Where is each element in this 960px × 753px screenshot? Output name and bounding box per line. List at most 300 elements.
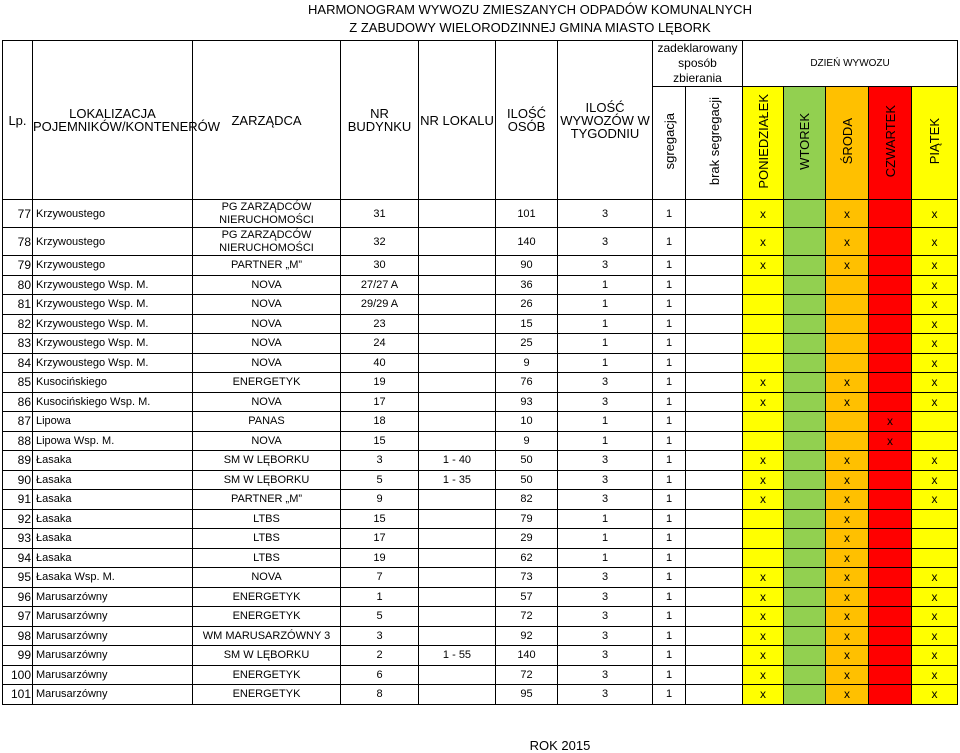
row-zarzadca: NOVA <box>193 275 341 295</box>
row-nr-budynku: 6 <box>341 665 419 685</box>
row-day-wtorek <box>784 275 826 295</box>
row-zarzadca: NOVA <box>193 568 341 588</box>
row-day-czwartek <box>869 392 912 412</box>
row-lokalizacja: Krzywoustego <box>33 256 193 276</box>
row-day-sroda: x <box>826 685 869 705</box>
row-nr-budynku: 24 <box>341 334 419 354</box>
row-ilosc-wywozow: 1 <box>558 548 653 568</box>
row-brak-segregacji <box>686 334 743 354</box>
row-day-sroda: x <box>826 568 869 588</box>
row-segregacja: 1 <box>653 529 686 549</box>
row-brak-segregacji <box>686 431 743 451</box>
schedule-table <box>2 40 958 705</box>
row-day-czwartek <box>869 256 912 276</box>
row-zarzadca: SM W LĘBORKU <box>193 451 341 471</box>
row-segregacja: 1 <box>653 334 686 354</box>
table-row <box>3 685 958 705</box>
row-ilosc-wywozow: 1 <box>558 275 653 295</box>
row-lokalizacja: Krzywoustego <box>33 228 193 256</box>
row-lp: 100 <box>3 665 33 685</box>
row-lokalizacja: Marusarzówny <box>33 665 193 685</box>
row-nr-lokalu: 1 - 35 <box>419 470 496 490</box>
table-row <box>3 431 958 451</box>
row-day-czwartek <box>869 685 912 705</box>
row-segregacja: 1 <box>653 568 686 588</box>
row-ilosc-wywozow: 3 <box>558 685 653 705</box>
row-day-wtorek <box>784 200 826 228</box>
row-day-poniedzialek: x <box>743 587 784 607</box>
row-zarzadca: ENERGETYK <box>193 373 341 393</box>
row-ilosc-osob: 92 <box>496 626 558 646</box>
row-nr-lokalu <box>419 626 496 646</box>
row-ilosc-wywozow: 3 <box>558 568 653 588</box>
row-lp: 83 <box>3 334 33 354</box>
row-zarzadca: NOVA <box>193 392 341 412</box>
row-segregacja: 1 <box>653 548 686 568</box>
row-lp: 81 <box>3 295 33 315</box>
row-nr-lokalu <box>419 275 496 295</box>
row-nr-budynku: 23 <box>341 314 419 334</box>
row-segregacja: 1 <box>653 314 686 334</box>
row-brak-segregacji <box>686 587 743 607</box>
row-ilosc-osob: 82 <box>496 490 558 510</box>
row-day-piatek: x <box>912 373 958 393</box>
row-day-piatek: x <box>912 392 958 412</box>
row-ilosc-wywozow: 3 <box>558 626 653 646</box>
row-lokalizacja: Łasaka <box>33 509 193 529</box>
row-lp: 87 <box>3 412 33 432</box>
row-nr-budynku: 3 <box>341 626 419 646</box>
row-day-sroda <box>826 334 869 354</box>
row-day-poniedzialek: x <box>743 607 784 627</box>
row-day-sroda: x <box>826 200 869 228</box>
header-wtorek: WTOREK <box>784 87 826 200</box>
row-nr-budynku: 29/29 A <box>341 295 419 315</box>
header-zarzadca: ZARZĄDCA <box>193 41 341 200</box>
row-nr-budynku: 5 <box>341 470 419 490</box>
row-day-piatek <box>912 431 958 451</box>
row-zarzadca: ENERGETYK <box>193 685 341 705</box>
row-day-czwartek: x <box>869 431 912 451</box>
row-nr-budynku: 1 <box>341 587 419 607</box>
row-segregacja: 1 <box>653 256 686 276</box>
row-ilosc-osob: 90 <box>496 256 558 276</box>
row-day-sroda: x <box>826 665 869 685</box>
row-nr-budynku: 2 <box>341 646 419 666</box>
row-brak-segregacji <box>686 392 743 412</box>
row-lp: 85 <box>3 373 33 393</box>
row-day-piatek: x <box>912 275 958 295</box>
table-row <box>3 451 958 471</box>
row-nr-lokalu <box>419 412 496 432</box>
row-day-czwartek <box>869 548 912 568</box>
row-segregacja: 1 <box>653 646 686 666</box>
row-ilosc-osob: 72 <box>496 665 558 685</box>
row-nr-lokalu <box>419 529 496 549</box>
row-lokalizacja: Marusarzówny <box>33 685 193 705</box>
row-day-wtorek <box>784 314 826 334</box>
row-day-wtorek <box>784 412 826 432</box>
row-day-sroda: x <box>826 373 869 393</box>
row-nr-lokalu <box>419 568 496 588</box>
row-segregacja: 1 <box>653 490 686 510</box>
row-nr-budynku: 40 <box>341 353 419 373</box>
row-segregacja: 1 <box>653 200 686 228</box>
row-brak-segregacji <box>686 353 743 373</box>
row-zarzadca: PARTNER „M” <box>193 490 341 510</box>
row-lokalizacja: Krzywoustego Wsp. M. <box>33 353 193 373</box>
table-row <box>3 412 958 432</box>
row-day-wtorek <box>784 334 826 354</box>
row-day-sroda: x <box>826 392 869 412</box>
row-ilosc-wywozow: 1 <box>558 353 653 373</box>
table-row <box>3 665 958 685</box>
row-brak-segregacji <box>686 275 743 295</box>
row-day-poniedzialek: x <box>743 665 784 685</box>
row-segregacja: 1 <box>653 295 686 315</box>
row-day-piatek <box>912 509 958 529</box>
table-row <box>3 200 958 228</box>
row-day-wtorek <box>784 607 826 627</box>
row-day-sroda: x <box>826 529 869 549</box>
row-ilosc-wywozow: 3 <box>558 665 653 685</box>
row-day-sroda: x <box>826 470 869 490</box>
row-ilosc-wywozow: 1 <box>558 295 653 315</box>
row-day-poniedzialek <box>743 353 784 373</box>
row-nr-lokalu <box>419 607 496 627</box>
row-lp: 96 <box>3 587 33 607</box>
row-day-piatek: x <box>912 587 958 607</box>
row-day-sroda <box>826 431 869 451</box>
row-day-wtorek <box>784 228 826 256</box>
row-lp: 86 <box>3 392 33 412</box>
row-day-czwartek <box>869 587 912 607</box>
row-brak-segregacji <box>686 529 743 549</box>
row-day-czwartek <box>869 353 912 373</box>
row-nr-lokalu <box>419 256 496 276</box>
row-day-sroda <box>826 275 869 295</box>
row-ilosc-wywozow: 3 <box>558 256 653 276</box>
row-day-poniedzialek: x <box>743 646 784 666</box>
row-ilosc-osob: 140 <box>496 646 558 666</box>
row-nr-budynku: 7 <box>341 568 419 588</box>
row-day-czwartek <box>869 529 912 549</box>
row-zarzadca: NOVA <box>193 334 341 354</box>
row-nr-lokalu <box>419 665 496 685</box>
row-lp: 99 <box>3 646 33 666</box>
row-day-czwartek <box>869 451 912 471</box>
row-segregacja: 1 <box>653 470 686 490</box>
row-lokalizacja: Łasaka <box>33 529 193 549</box>
row-day-piatek: x <box>912 490 958 510</box>
row-day-sroda: x <box>826 587 869 607</box>
row-day-czwartek <box>869 509 912 529</box>
row-lp: 84 <box>3 353 33 373</box>
row-lokalizacja: Marusarzówny <box>33 626 193 646</box>
header-lokalizacja: LOKALIZACJA POJEMNIKÓW/KONTENERÓW <box>33 41 193 200</box>
row-ilosc-wywozow: 1 <box>558 412 653 432</box>
row-zarzadca: PG ZARZĄDCÓW NIERUCHOMOŚCI <box>193 228 341 256</box>
row-lokalizacja: Łasaka <box>33 548 193 568</box>
row-nr-budynku: 8 <box>341 685 419 705</box>
row-day-poniedzialek: x <box>743 373 784 393</box>
row-day-poniedzialek <box>743 295 784 315</box>
row-lp: 95 <box>3 568 33 588</box>
footer-year: ROK 2015 <box>529 738 591 753</box>
row-zarzadca: NOVA <box>193 314 341 334</box>
row-zarzadca: NOVA <box>193 431 341 451</box>
row-lp: 78 <box>3 228 33 256</box>
row-nr-budynku: 19 <box>341 548 419 568</box>
row-lp: 94 <box>3 548 33 568</box>
row-day-piatek <box>912 548 958 568</box>
table-row <box>3 228 958 256</box>
header-ilosc-osob: ILOŚĆ OSÓB <box>496 41 558 200</box>
table-row <box>3 334 958 354</box>
row-nr-budynku: 15 <box>341 509 419 529</box>
row-ilosc-wywozow: 3 <box>558 228 653 256</box>
row-day-piatek <box>912 412 958 432</box>
table-row <box>3 295 958 315</box>
row-nr-lokalu <box>419 392 496 412</box>
row-lokalizacja: Lipowa Wsp. M. <box>33 431 193 451</box>
row-zarzadca: PARTNER „M” <box>193 256 341 276</box>
row-segregacja: 1 <box>653 275 686 295</box>
row-day-czwartek <box>869 275 912 295</box>
row-nr-budynku: 30 <box>341 256 419 276</box>
row-segregacja: 1 <box>653 431 686 451</box>
row-day-piatek: x <box>912 646 958 666</box>
row-nr-lokalu: 1 - 40 <box>419 451 496 471</box>
row-zarzadca: SM W LĘBORKU <box>193 646 341 666</box>
row-lokalizacja: Krzywoustego Wsp. M. <box>33 314 193 334</box>
row-lokalizacja: Łasaka Wsp. M. <box>33 568 193 588</box>
row-day-sroda: x <box>826 490 869 510</box>
row-day-poniedzialek: x <box>743 228 784 256</box>
row-nr-budynku: 31 <box>341 200 419 228</box>
row-day-piatek: x <box>912 626 958 646</box>
row-lp: 91 <box>3 490 33 510</box>
row-nr-lokalu <box>419 334 496 354</box>
row-lokalizacja: Łasaka <box>33 451 193 471</box>
row-ilosc-wywozow: 3 <box>558 470 653 490</box>
row-ilosc-osob: 101 <box>496 200 558 228</box>
row-lp: 98 <box>3 626 33 646</box>
table-row <box>3 646 958 666</box>
row-lp: 80 <box>3 275 33 295</box>
row-brak-segregacji <box>686 568 743 588</box>
row-brak-segregacji <box>686 665 743 685</box>
table-row <box>3 256 958 276</box>
row-day-czwartek <box>869 314 912 334</box>
row-day-wtorek <box>784 431 826 451</box>
row-day-poniedzialek <box>743 314 784 334</box>
row-nr-lokalu <box>419 200 496 228</box>
schedule-body <box>3 200 958 705</box>
table-row <box>3 373 958 393</box>
row-day-czwartek <box>869 490 912 510</box>
row-zarzadca: PANAS <box>193 412 341 432</box>
row-ilosc-wywozow: 1 <box>558 314 653 334</box>
row-day-piatek: x <box>912 200 958 228</box>
row-nr-lokalu <box>419 373 496 393</box>
row-nr-budynku: 32 <box>341 228 419 256</box>
row-segregacja: 1 <box>653 412 686 432</box>
row-nr-budynku: 3 <box>341 451 419 471</box>
row-day-czwartek <box>869 200 912 228</box>
row-lp: 89 <box>3 451 33 471</box>
row-ilosc-wywozow: 3 <box>558 587 653 607</box>
row-lokalizacja: Marusarzówny <box>33 587 193 607</box>
row-day-poniedzialek <box>743 529 784 549</box>
row-nr-budynku: 5 <box>341 607 419 627</box>
row-lokalizacja: Marusarzówny <box>33 607 193 627</box>
row-day-poniedzialek <box>743 509 784 529</box>
row-brak-segregacji <box>686 646 743 666</box>
row-day-wtorek <box>784 626 826 646</box>
row-ilosc-wywozow: 3 <box>558 607 653 627</box>
row-day-sroda: x <box>826 509 869 529</box>
row-segregacja: 1 <box>653 373 686 393</box>
row-ilosc-osob: 72 <box>496 607 558 627</box>
row-zarzadca: LTBS <box>193 509 341 529</box>
row-zarzadca: ENERGETYK <box>193 665 341 685</box>
row-zarzadca: PG ZARZĄDCÓW NIERUCHOMOŚCI <box>193 200 341 228</box>
table-row <box>3 353 958 373</box>
row-lokalizacja: Kusocińskiego <box>33 373 193 393</box>
row-brak-segregacji <box>686 490 743 510</box>
row-day-czwartek <box>869 626 912 646</box>
header-sposob-zbierania: zadeklarowany sposób zbierania <box>653 41 743 87</box>
row-lokalizacja: Kusocińskiego Wsp. M. <box>33 392 193 412</box>
row-ilosc-osob: 93 <box>496 392 558 412</box>
table-row <box>3 529 958 549</box>
row-day-poniedzialek: x <box>743 392 784 412</box>
row-lokalizacja: Krzywoustego Wsp. M. <box>33 295 193 315</box>
row-day-czwartek <box>869 334 912 354</box>
header-ilosc-wywozow: ILOŚĆ WYWOZÓW W TYGODNIU <box>558 41 653 200</box>
row-day-wtorek <box>784 392 826 412</box>
row-day-poniedzialek: x <box>743 626 784 646</box>
row-segregacja: 1 <box>653 587 686 607</box>
row-day-czwartek <box>869 665 912 685</box>
row-brak-segregacji <box>686 685 743 705</box>
row-day-piatek: x <box>912 470 958 490</box>
row-nr-lokalu <box>419 228 496 256</box>
row-zarzadca: SM W LĘBORKU <box>193 470 341 490</box>
row-brak-segregacji <box>686 200 743 228</box>
row-day-czwartek <box>869 228 912 256</box>
row-ilosc-osob: 9 <box>496 353 558 373</box>
row-lp: 88 <box>3 431 33 451</box>
row-day-wtorek <box>784 568 826 588</box>
row-day-poniedzialek: x <box>743 490 784 510</box>
row-lp: 82 <box>3 314 33 334</box>
row-ilosc-wywozow: 1 <box>558 334 653 354</box>
row-nr-lokalu <box>419 548 496 568</box>
row-zarzadca: LTBS <box>193 529 341 549</box>
row-lokalizacja: Łasaka <box>33 470 193 490</box>
row-nr-lokalu <box>419 295 496 315</box>
row-ilosc-osob: 25 <box>496 334 558 354</box>
row-lokalizacja: Krzywoustego Wsp. M. <box>33 334 193 354</box>
row-ilosc-wywozow: 1 <box>558 529 653 549</box>
header-sroda: ŚRODA <box>826 87 869 200</box>
row-day-poniedzialek <box>743 548 784 568</box>
row-day-poniedzialek: x <box>743 256 784 276</box>
row-day-sroda: x <box>826 548 869 568</box>
table-row <box>3 314 958 334</box>
row-ilosc-osob: 29 <box>496 529 558 549</box>
row-day-wtorek <box>784 451 826 471</box>
row-day-sroda: x <box>826 228 869 256</box>
row-day-wtorek <box>784 529 826 549</box>
row-day-wtorek <box>784 353 826 373</box>
row-day-wtorek <box>784 490 826 510</box>
row-nr-lokalu <box>419 314 496 334</box>
row-ilosc-wywozow: 1 <box>558 431 653 451</box>
row-day-wtorek <box>784 509 826 529</box>
row-nr-budynku: 9 <box>341 490 419 510</box>
header-brak-segregacji: brak segregacji <box>686 87 743 200</box>
table-row <box>3 607 958 627</box>
row-nr-budynku: 27/27 A <box>341 275 419 295</box>
row-day-czwartek <box>869 470 912 490</box>
row-zarzadca: LTBS <box>193 548 341 568</box>
document-title <box>300 1 760 37</box>
row-zarzadca: ENERGETYK <box>193 607 341 627</box>
row-day-wtorek <box>784 665 826 685</box>
row-zarzadca: NOVA <box>193 295 341 315</box>
row-day-poniedzialek: x <box>743 470 784 490</box>
table-row <box>3 587 958 607</box>
table-row <box>3 626 958 646</box>
row-lp: 93 <box>3 529 33 549</box>
row-lokalizacja: Łasaka <box>33 490 193 510</box>
row-day-piatek: x <box>912 314 958 334</box>
row-lokalizacja: Marusarzówny <box>33 646 193 666</box>
table-row <box>3 568 958 588</box>
row-lp: 101 <box>3 685 33 705</box>
row-segregacja: 1 <box>653 607 686 627</box>
row-lokalizacja: Lipowa <box>33 412 193 432</box>
row-day-sroda <box>826 353 869 373</box>
row-brak-segregacji <box>686 228 743 256</box>
row-brak-segregacji <box>686 256 743 276</box>
row-day-sroda: x <box>826 607 869 627</box>
row-nr-budynku: 19 <box>341 373 419 393</box>
row-nr-lokalu <box>419 353 496 373</box>
header-czwartek: CZWARTEK <box>869 87 912 200</box>
row-lokalizacja: Krzywoustego <box>33 200 193 228</box>
row-day-poniedzialek <box>743 275 784 295</box>
row-nr-budynku: 18 <box>341 412 419 432</box>
row-ilosc-wywozow: 3 <box>558 373 653 393</box>
row-day-wtorek <box>784 587 826 607</box>
row-day-piatek: x <box>912 256 958 276</box>
row-ilosc-wywozow: 3 <box>558 451 653 471</box>
row-ilosc-wywozow: 3 <box>558 200 653 228</box>
row-day-piatek: x <box>912 334 958 354</box>
table-row <box>3 275 958 295</box>
row-brak-segregacji <box>686 607 743 627</box>
row-ilosc-osob: 50 <box>496 470 558 490</box>
row-ilosc-osob: 36 <box>496 275 558 295</box>
row-brak-segregacji <box>686 548 743 568</box>
row-day-sroda <box>826 412 869 432</box>
row-day-wtorek <box>784 256 826 276</box>
row-segregacja: 1 <box>653 509 686 529</box>
